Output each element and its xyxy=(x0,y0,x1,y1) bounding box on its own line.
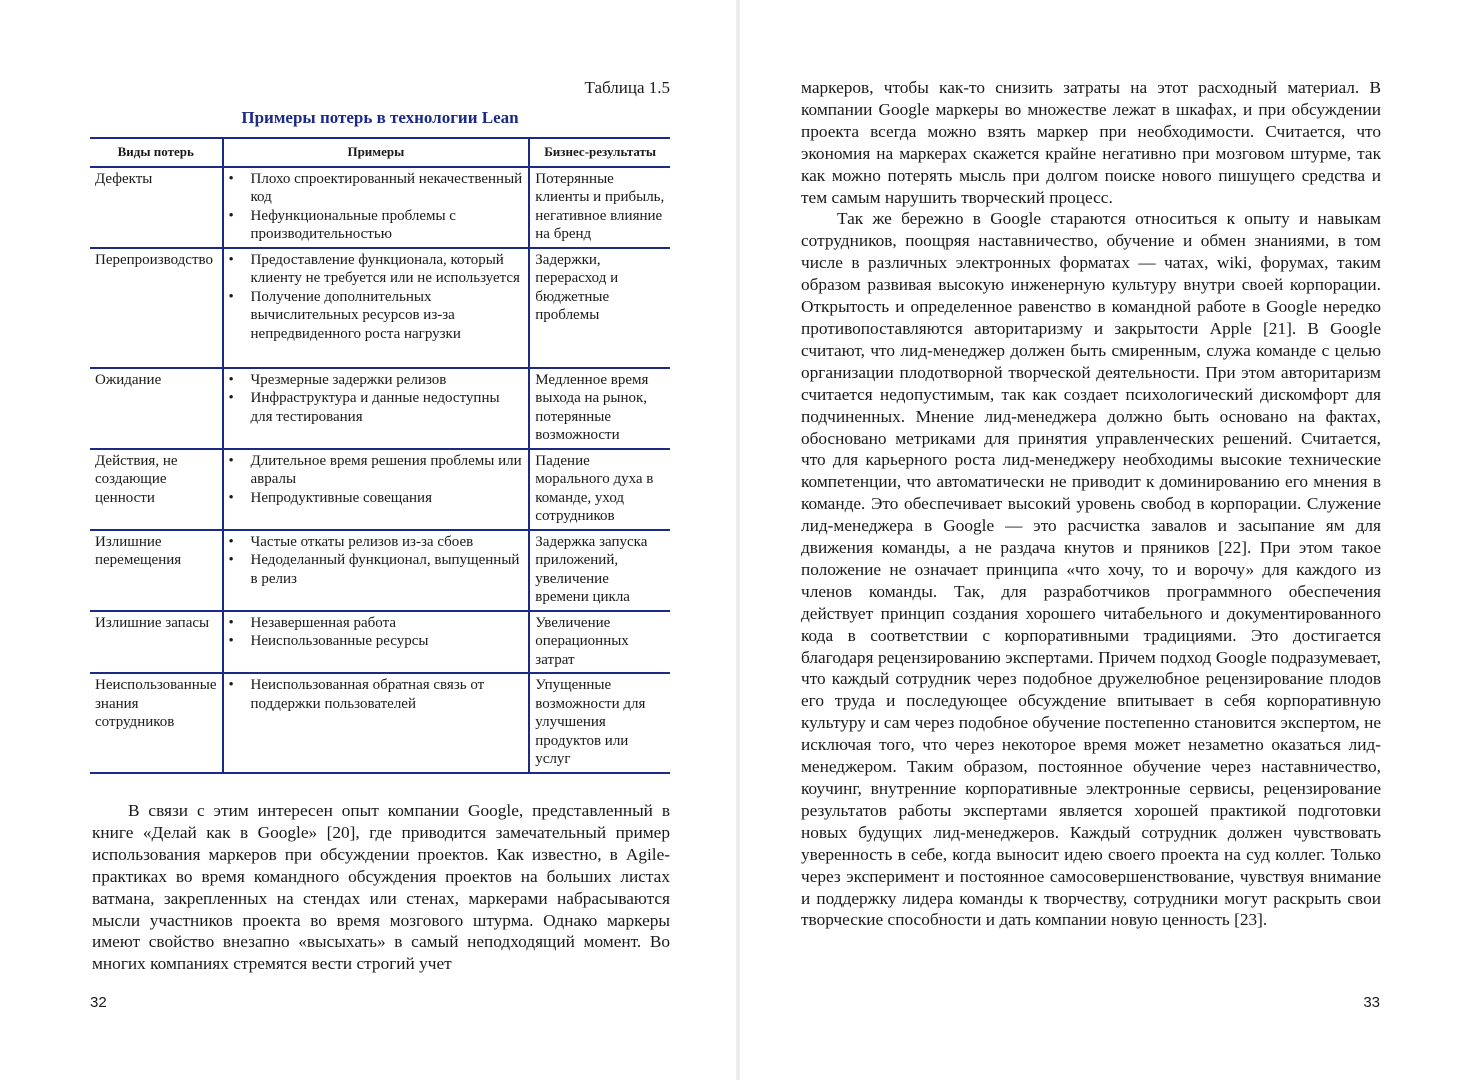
right-body-text xyxy=(801,77,1381,931)
paragraph: Так же бережно в Google стараются относиться к опыту и навыкам сотрудников, поощряя наставничество, обучение и обмен знаниями, в том числе в различных электронных форматах — чатах, wiki, форумах, таким образом развивая высокую инженерную культуру внутри своей корпорации. Открытость и определенное равенство в командной работе в Google нередко противопоставляются авторитаризму и закрытости Apple [21]. В Google считают, что лид-менеджер должен быть смиренным, служа команде с целью организации плодотворной творческой деятельности. При этом авторитаризм считается недопустимым, так как создает психологический дискомфорт для подчиненных. Мнение лид-менеджера должно быть основано на фактах, обосновано метриками для принятия управленческих решений. Считается, что для карьерного роста лид-менеджеру необходимы высокие технические компетенции, что автоматически не приводит к доминированию его мнения в команде. Это обеспечивает высокий уровень свобод в корпорации. Служение лид-менеджера в Google — это расчистка завалов и засыпание ям для движения команды, а не раздача кнутов и пряников [22]. При этом такое положение не означает принципа «что хочу, то и ворочу» для каждого из членов команды. Так, для разработчиков программного обеспечения действует принцип создания хорошего читабельного и документированного кода в соответствии с корпоративными традициями. Это достигается благодаря рецензированию экспертами. Причем подход Google подразумевает, что каждый сотрудник через подобное дружелюбное рецензирование плодов его труда и последующее обсуждение впитывает в себя корпоративную культуру и сам через подобное обучение постепенно становится экспертом, не исключая того, что через некоторое время может незаметно оказаться лид-менеджером. Таким образом, постоянное обучение через наставничество, коучинг, внутренние корпоративные электронные сервисы, рецензирование результатов работы экспертами является хорошей практикой подготовки новых будущих лид-менеджеров. Каждый сотрудник должен чувствовать уверенность в себе, когда выносит идею своего проекта на суд коллег. Только через эксперимент и постоянное самосовершенствование, чувствуя внимание и поддержку лидера команды к творчеству, сотрудники могут раскрыть свои творческие способности и дать компании новую ценность [23]. xyxy=(801,209,1381,930)
right-page xyxy=(738,0,1476,1080)
examples-cell xyxy=(223,530,530,611)
example-item: • Плохо спроектированный некачественный код xyxy=(228,170,523,205)
bullet-icon: • xyxy=(228,390,234,406)
bullet-icon: • xyxy=(228,170,234,187)
examples-cell xyxy=(223,368,530,449)
business-result: Медленное время выхода на рынок, потерянные возможности xyxy=(529,368,670,449)
table-row xyxy=(90,530,670,611)
example-item: • Чрезмерные задержки релизов xyxy=(228,371,447,388)
table-row xyxy=(90,449,670,530)
bullet-icon: • xyxy=(228,207,234,224)
header-examples: Примеры xyxy=(223,138,530,167)
bullet-icon: • xyxy=(228,251,234,268)
bullet-icon: • xyxy=(228,533,234,550)
bullet-icon: • xyxy=(228,371,234,388)
waste-type: Ожидание xyxy=(90,368,223,449)
example-item: • Получение дополнительных вычислительных ресурсов из-за непредвиденного роста нагрузки xyxy=(228,288,461,342)
paragraph: маркеров, чтобы как-то снизить затраты на этот расходный материал. В компании Google маркеры во множестве лежат в шкафах, и при обсуждении проекта всегда можно взять маркер при необходимости. Считается, что экономия на маркерах скажется крайне негативно при мозговом штурме, так как можно потерять мысль при долгом поиске нового пишущего средства и тем самым нарушить творческий процесс. xyxy=(801,78,1381,207)
bullet-icon: • xyxy=(228,452,234,469)
business-result: Задержки, перерасход и бюджетные проблемы xyxy=(529,248,670,368)
example-item: • Частые откаты релизов из-за сбоев xyxy=(228,533,474,550)
waste-type: Перепроизводство xyxy=(90,248,223,368)
examples-cell xyxy=(223,449,530,530)
bullet-icon: • xyxy=(228,633,234,649)
examples-cell xyxy=(223,611,530,674)
example-item: • Непродуктивные совещания xyxy=(228,489,432,506)
example-item: • Нефункциональные проблемы с производительностью xyxy=(228,207,456,242)
example-item: • Длительное время решения проблемы или авралы xyxy=(228,452,522,487)
example-item: • Неиспользованная обратная связь от поддержки пользователей xyxy=(228,677,485,712)
header-waste-type: Виды потерь xyxy=(90,138,223,167)
examples-cell xyxy=(223,248,530,368)
bullet-icon: • xyxy=(228,288,234,305)
waste-type: Излишние запасы xyxy=(90,611,223,674)
example-item: • Незавершенная работа xyxy=(228,614,396,631)
example-item: • Недоделанный функционал, выпущенный в релиз xyxy=(228,552,520,587)
table-number: Таблица 1.5 xyxy=(584,78,670,97)
business-result: Упущенные возможности для улучшения продуктов или услуг xyxy=(529,673,670,773)
business-result: Увеличение операционных затрат xyxy=(529,611,670,674)
waste-type: Дефекты xyxy=(90,167,223,248)
business-result: Падение морального духа в команде, уход сотрудников xyxy=(529,449,670,530)
example-item: • Инфраструктура и данные недоступны для тестирования xyxy=(228,390,500,425)
business-result: Потерянные клиенты и прибыль, негативное влияние на бренд xyxy=(529,167,670,248)
table-header-row xyxy=(90,138,670,167)
table-row xyxy=(90,167,670,248)
lean-waste-table xyxy=(90,137,670,774)
waste-type: Неиспользованные знания сотрудников xyxy=(90,673,223,773)
bullet-icon: • xyxy=(228,489,234,506)
table-title: Примеры потерь в технологии Lean xyxy=(241,108,519,127)
waste-type: Действия, не создающие ценности xyxy=(90,449,223,530)
paragraph: В связи с этим интересен опыт компании Google, представленный в книге «Делай как в Google» [20], где приводится замечательный пример использования маркеров при обсуждении проектов. Как известно, в Agile-практиках во время командного обсуждения проектов на больших листах ватмана, закрепленных на стендах или стенах, маркерами набрасываются мысли участников проекта во время мозгового штурма. Однако маркеры имеют свойство внезапно «высыхать» в самый неподходящий момент. Во многих компаниях стремятся вести строгий учет xyxy=(92,801,670,974)
waste-type: Излишние перемещения xyxy=(90,530,223,611)
table-row xyxy=(90,248,670,368)
page-number-right: 33 xyxy=(1363,994,1380,1011)
examples-cell xyxy=(223,167,530,248)
business-result: Задержка запуска приложений, увеличение времени цикла xyxy=(529,530,670,611)
page-number-left: 32 xyxy=(90,994,107,1011)
bullet-icon: • xyxy=(228,677,234,693)
example-item: • Неиспользованные ресурсы xyxy=(228,633,429,649)
header-business-results: Бизнес-результаты xyxy=(529,138,670,167)
table-row xyxy=(90,611,670,674)
bullet-icon: • xyxy=(228,552,234,568)
bullet-icon: • xyxy=(228,614,234,631)
table-row xyxy=(90,368,670,449)
table-row xyxy=(90,673,670,773)
left-body-text xyxy=(92,800,670,975)
examples-cell xyxy=(223,673,530,773)
example-item: • Предоставление функционала, который клиенту не требуется или не используется xyxy=(228,251,520,286)
